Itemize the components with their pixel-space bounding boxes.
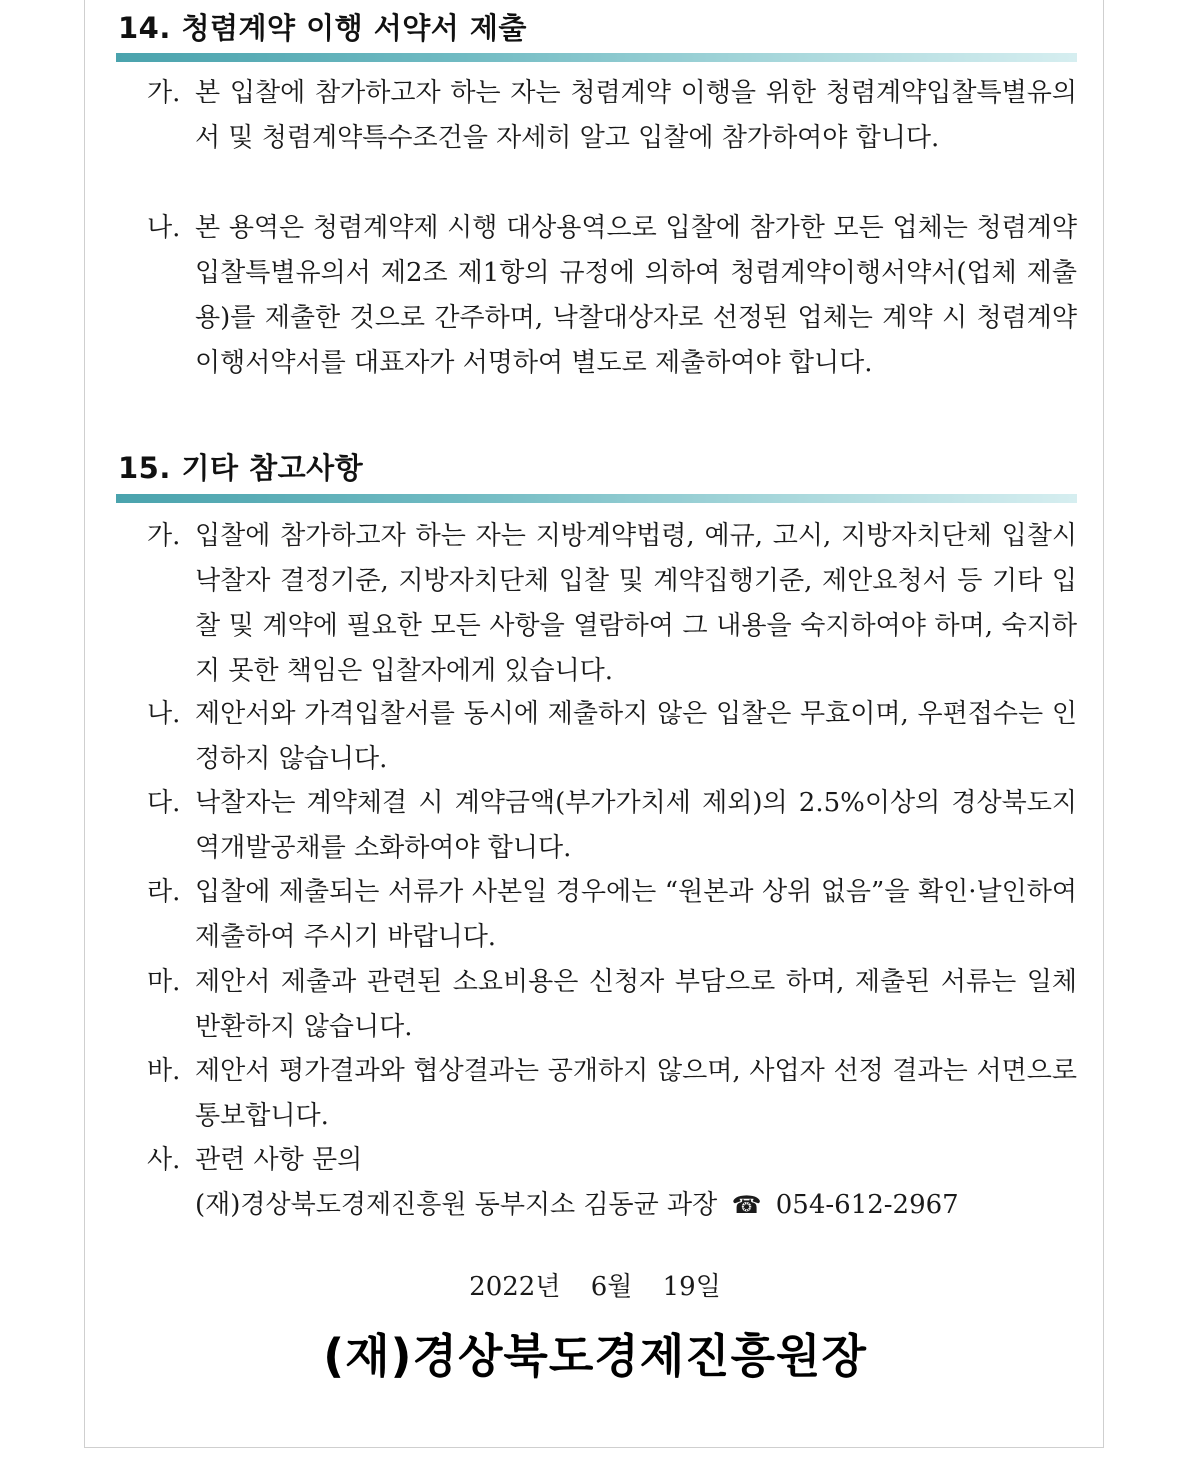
item-text: 제안서 평가결과와 협상결과는 공개하지 않으며, 사업자 선정 결과는 서면으로 통보합니다.	[195, 1056, 1077, 1131]
item-marker: 다.	[147, 788, 181, 818]
document-date: 2022년 6월 19일	[469, 1272, 721, 1302]
item-marker: 나.	[147, 699, 181, 729]
section-15-item-na	[147, 692, 1077, 782]
item-text: 본 용역은 청렴계약제 시행 대상용역으로 입찰에 참가한 모든 업체는 청렴계약입찰특별유의서 제2조 제1항의 규정에 의하여 청렴계약이행서약서(업체 제출용)를 제출한 것으로 간주하며, 낙찰대상자로 선정된 업체는 계약 시 청렴계약이행서약서를 대표자가 서명하여 별도로 제출하여야 합니다.	[195, 213, 1077, 378]
item-marker: 나.	[147, 213, 181, 243]
section-15-item-ba	[147, 1049, 1077, 1139]
section-15-item-ga	[147, 514, 1077, 694]
section-15-item-ra	[147, 870, 1077, 960]
section-15-item-da	[147, 781, 1077, 871]
section-14-divider	[116, 53, 1077, 62]
section-14-item-ga	[147, 71, 1077, 161]
item-marker: 가.	[147, 521, 181, 551]
section-15-item-sa	[147, 1138, 1077, 1183]
item-marker: 라.	[147, 877, 181, 907]
item-text: 관련 사항 문의	[195, 1145, 363, 1175]
contact-org: (재)경상북도경제진흥원 동부지소 김동균 과장	[195, 1190, 718, 1220]
item-marker: 사.	[147, 1145, 181, 1175]
signer-name: (재)경상북도경제진흥원장	[323, 1329, 867, 1383]
item-text: 낙찰자는 계약체결 시 계약금액(부가가치세 제외)의 2.5%이상의 경상북도지역개발공채를 소화하여야 합니다.	[195, 788, 1077, 863]
section-15-title: 15. 기타 참고사항	[118, 451, 364, 485]
section-15-item-ma	[147, 960, 1077, 1050]
item-marker: 바.	[147, 1056, 181, 1086]
section-14-item-na	[147, 206, 1077, 386]
contact-line	[195, 1183, 959, 1228]
item-text: 제안서 제출과 관련된 소요비용은 신청자 부담으로 하며, 제출된 서류는 일체 반환하지 않습니다.	[195, 967, 1077, 1042]
item-text: 입찰에 제출되는 서류가 사본일 경우에는 “원본과 상위 없음”을 확인·날인하여 제출하여 주시기 바랍니다.	[195, 877, 1077, 952]
item-text: 제안서와 가격입찰서를 동시에 제출하지 않은 입찰은 무효이며, 우편접수는 인정하지 않습니다.	[195, 699, 1077, 774]
section-15-divider	[116, 494, 1077, 503]
item-marker: 가.	[147, 78, 181, 108]
item-marker: 마.	[147, 967, 181, 997]
item-text: 본 입찰에 참가하고자 하는 자는 청렴계약 이행을 위한 청렴계약입찰특별유의서 및 청렴계약특수조건을 자세히 알고 입찰에 참가하여야 합니다.	[195, 78, 1077, 153]
telephone-icon: ☎	[731, 1191, 762, 1219]
item-text: 입찰에 참가하고자 하는 자는 지방계약법령, 예규, 고시, 지방자치단체 입찰시 낙찰자 결정기준, 지방자치단체 입찰 및 계약집행기준, 제안요청서 등 기타 입찰 및 계약에 필요한 모든 사항을 열람하여 그 내용을 숙지하여야 하며, 숙지하지 못한 책임은 입찰자에게 있습니다.	[195, 521, 1077, 686]
section-14-title: 14. 청렴계약 이행 서약서 제출	[118, 11, 527, 45]
contact-phone: 054-612-2967	[775, 1190, 959, 1220]
